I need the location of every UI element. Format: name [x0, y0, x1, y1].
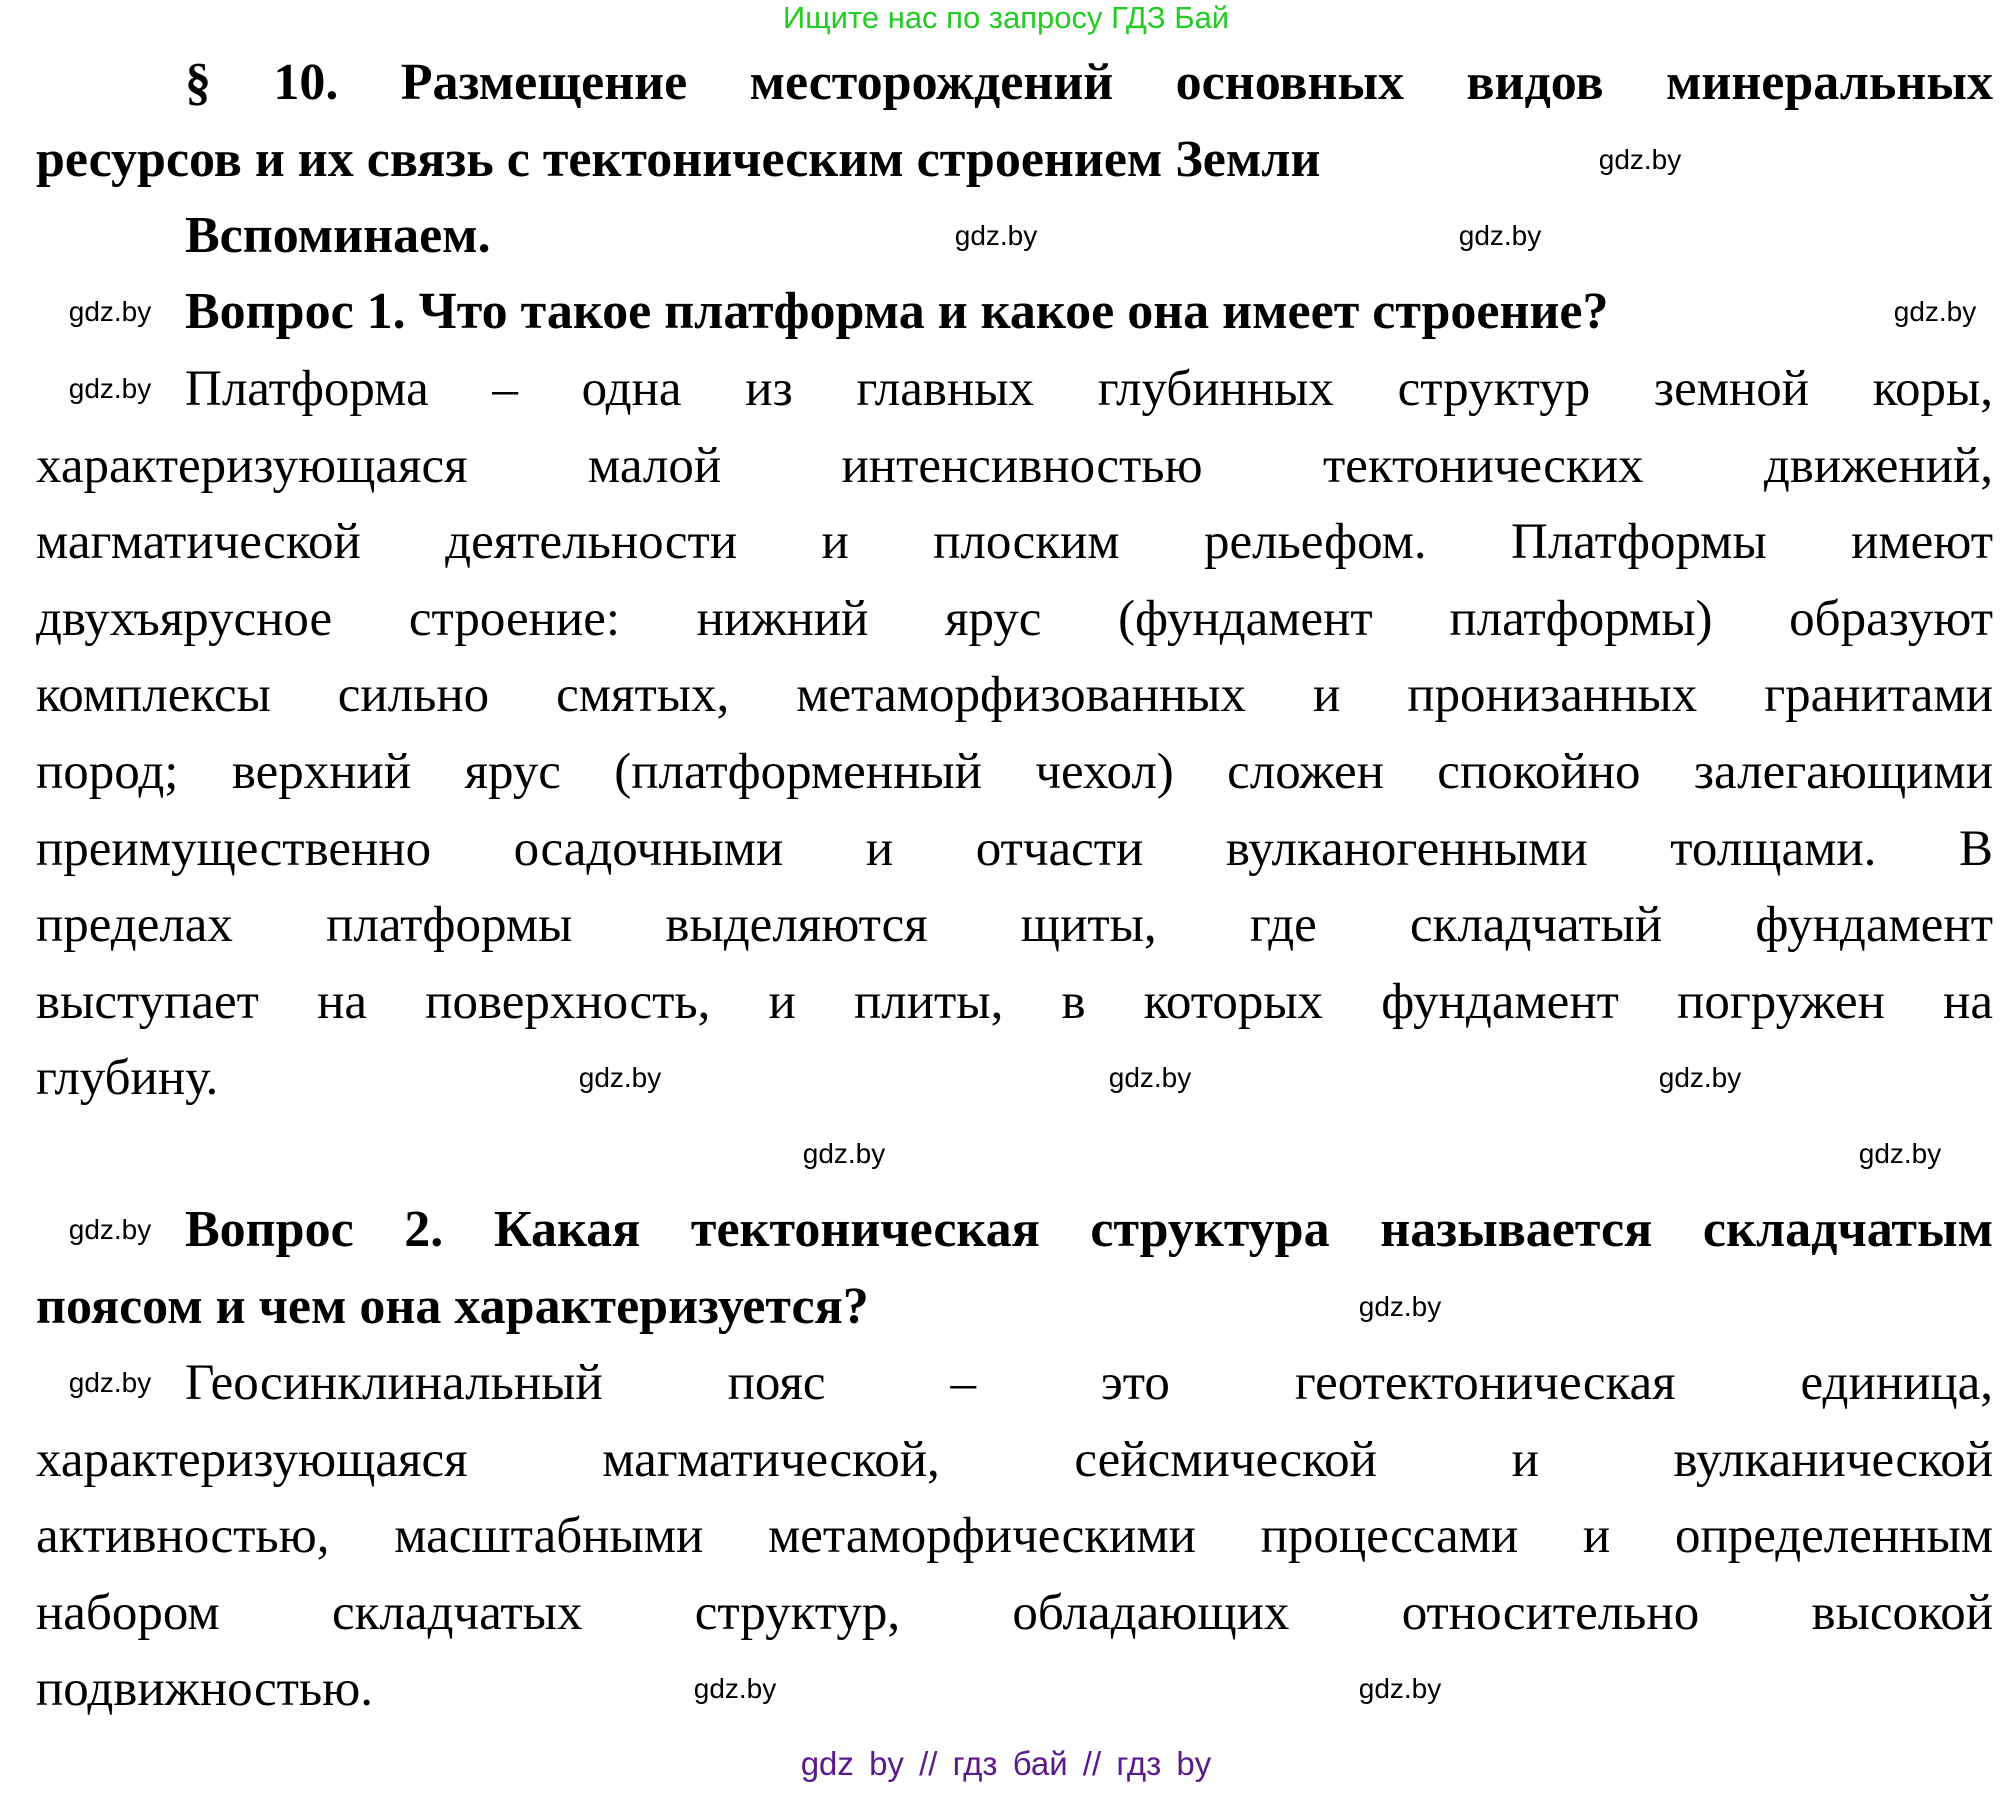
- footer-links: gdz by // гдз бай // гдз by: [800, 1745, 1212, 1782]
- question-1-heading: Вопрос 1. Что такое платформа и какое она имеет строение?: [185, 283, 1609, 340]
- section-heading: Вспоминаем.: [185, 207, 491, 264]
- paragraph-line: характеризующаяся малой интенсивностью тектонических движений,: [36, 437, 1993, 494]
- paragraph-line: активностью, масштабными метаморфическими процессами и определенным: [36, 1508, 1993, 1565]
- watermark: gdz.by: [1358, 1291, 1442, 1322]
- watermark: gdz.by: [1598, 144, 1682, 175]
- paragraph-line: двухъярусное строение: нижний ярус (фундамент платформы) образуют: [36, 590, 1993, 647]
- question-2-heading: Вопрос 2. Какая тектоническая структура называется складчатым: [185, 1201, 1993, 1258]
- watermark: gdz.by: [693, 1673, 777, 1704]
- paragraph-line: подвижностью.: [36, 1661, 373, 1718]
- paragraph-line: Платформа – одна из главных глубинных структур земной коры,: [185, 361, 1993, 417]
- paragraph-line: магматической деятельности и плоским рельефом. Платформы имеют: [36, 514, 1993, 571]
- paragraph-line: Геосинклинальный пояс – это геотектоническая единица,: [185, 1355, 1993, 1411]
- watermark: gdz.by: [578, 1062, 662, 1093]
- watermark: gdz.by: [802, 1138, 886, 1169]
- watermark: gdz.by: [1108, 1062, 1192, 1093]
- title-line: § 10. Размещение месторождений основных видов минеральных: [185, 54, 1993, 111]
- watermark: gdz.by: [1893, 296, 1977, 327]
- paragraph-line: глубину.: [36, 1050, 219, 1107]
- paragraph-line: пород; верхний ярус (платформенный чехол) сложен спокойно залегающими: [36, 744, 1993, 800]
- watermark: gdz.by: [1658, 1062, 1742, 1093]
- watermark: gdz.by: [954, 220, 1038, 251]
- watermark: gdz.by: [68, 296, 152, 327]
- watermark: gdz.by: [1858, 1138, 1942, 1169]
- question-2-heading: поясом и чем она характеризуется?: [36, 1278, 869, 1335]
- search-banner: Ищите нас по запросу ГДЗ Бай: [782, 0, 1230, 35]
- title-line: ресурсов и их связь с тектоническим строением Земли: [36, 131, 1321, 188]
- paragraph-line: выступает на поверхность, и плиты, в которых фундамент погружен на: [36, 973, 1993, 1030]
- watermark: gdz.by: [1358, 1673, 1442, 1704]
- paragraph-line: комплексы сильно смятых, метаморфизованных и пронизанных гранитами: [36, 667, 1993, 724]
- paragraph-line: набором складчатых структур, обладающих относительно высокой: [36, 1584, 1993, 1641]
- paragraph-line: пределах платформы выделяются щиты, где складчатый фундамент: [36, 897, 1993, 954]
- watermark: gdz.by: [1458, 220, 1542, 251]
- watermark: gdz.by: [68, 1214, 152, 1245]
- paragraph-line: преимущественно осадочными и отчасти вулканогенными толщами. В: [36, 820, 1993, 877]
- paragraph-line: характеризующаяся магматической, сейсмической и вулканической: [36, 1431, 1993, 1488]
- watermark: gdz.by: [68, 1367, 152, 1398]
- watermark: gdz.by: [68, 373, 152, 404]
